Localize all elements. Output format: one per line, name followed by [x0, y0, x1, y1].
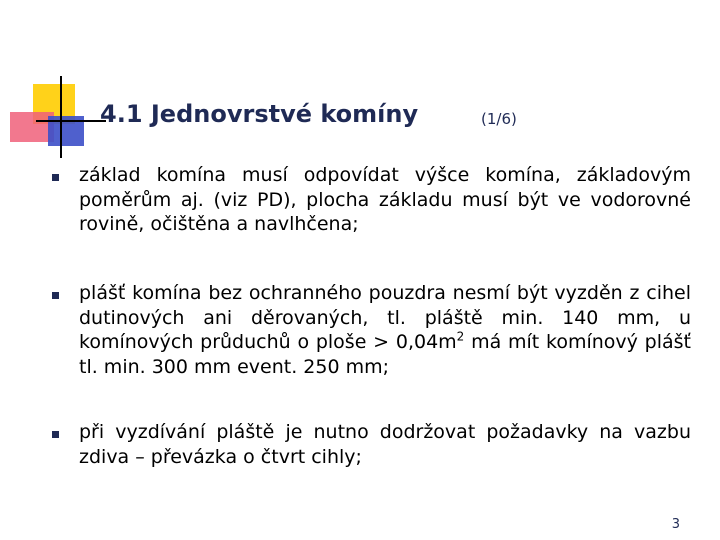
bullet-text-1: základ komína musí odpovídat výšce komína, základovým poměrům aj. (viz PD), plocha základu musí být ve vodorovné rovině, očištěna a navlhčena; [79, 164, 691, 235]
bullet-text-2-start: plášť komína bez ochranného pouzdra nesmí být vyzděn z cihel dutinových ani děrovaných, tl. pláště min. 140 mm, u komínových průduchů o ploše > 0,04m [79, 282, 691, 353]
bullet-icon [52, 172, 62, 182]
horizontal-line-shape [36, 120, 106, 122]
bullet-text-3: při vyzdívání pláště je nutno dodržovat požadavky na vazbu zdiva – převázka o čtvrt cihly; [79, 421, 691, 468]
slide-decoration-logo [0, 0, 110, 170]
slide-part-indicator: (1/6) [481, 110, 517, 128]
page-number: 3 [671, 517, 680, 532]
bullet-icon [52, 429, 62, 439]
bullet-text-2-end: má mít komínový plášť tl. min. 300 mm event. 250 mm; [79, 331, 691, 378]
vertical-line-shape [60, 76, 62, 158]
bullet-text-2 [79, 281, 691, 379]
slide-title: 4.1 Jednovrstvé komíny [100, 100, 419, 128]
superscript-2: 2 [456, 329, 465, 344]
bullet-icon [52, 290, 62, 300]
